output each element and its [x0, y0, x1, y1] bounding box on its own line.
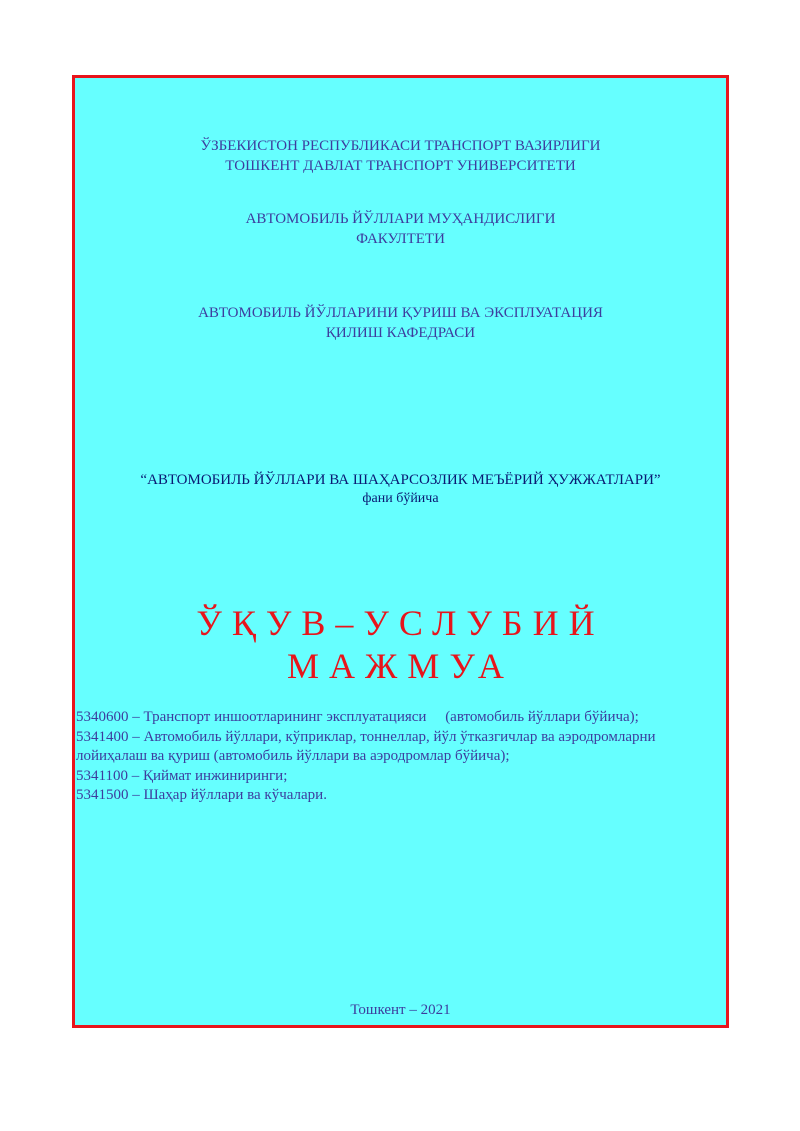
university-name: ТОШКЕНТ ДАВЛАТ ТРАНСПОРТ УНИВЕРСИТЕТИ [225, 158, 576, 174]
specialty-line: 5341500 – Шаҳар йўллари ва кўчалари. [76, 787, 327, 804]
specialty-line: лойиҳалаш ва қуриш (автомобиль йўллари ва аэродромлар бўйича); [76, 748, 510, 765]
subject-heading [75, 470, 726, 508]
subject-suffix: фани бўйича [362, 491, 439, 506]
specialty-line: 5341100 – Қиймат инжиниринги; [76, 767, 288, 784]
document-title [75, 602, 726, 688]
place-year: Тошкент – 2021 [350, 1002, 451, 1018]
faculty-label: ФАКУЛТЕТИ [356, 231, 445, 247]
specialty-line: 5340600 – Транспорт иншоотларининг эксплуатацияси (автомобиль йўллари бўйича); [76, 709, 639, 725]
title-page [72, 75, 729, 1028]
ministry-name: ЎЗБЕКИСТОН РЕСПУБЛИКАСИ ТРАНСПОРТ ВАЗИРЛИГИ [200, 138, 601, 154]
department-name: АВТОМОБИЛЬ ЙЎЛЛАРИНИ ҚУРИШ ВА ЭКСПЛУАТАЦИЯ [198, 305, 603, 321]
subject-name: “АВТОМОБИЛЬ ЙЎЛЛАРИ ВА ШАҲАРСОЗЛИК МЕЪЁРИЙ ҲУЖЖАТЛАРИ” [140, 472, 661, 488]
faculty-heading [75, 209, 726, 249]
specialties-list [76, 708, 726, 806]
department-heading [75, 303, 726, 343]
faculty-name: АВТОМОБИЛЬ ЙЎЛЛАРИ МУҲАНДИСЛИГИ [245, 211, 556, 227]
ministry-heading [75, 136, 726, 176]
title-line-1: ЎҚУВ–УСЛУБИЙ [196, 603, 605, 643]
department-label: ҚИЛИШ КАФЕДРАСИ [325, 325, 476, 341]
specialty-line: 5341400 – Автомобиль йўллари, кўприклар, тоннеллар, йўл ўтказгичлар ва аэродромларни [76, 728, 656, 745]
title-line-2: МАЖМУА [287, 646, 514, 686]
